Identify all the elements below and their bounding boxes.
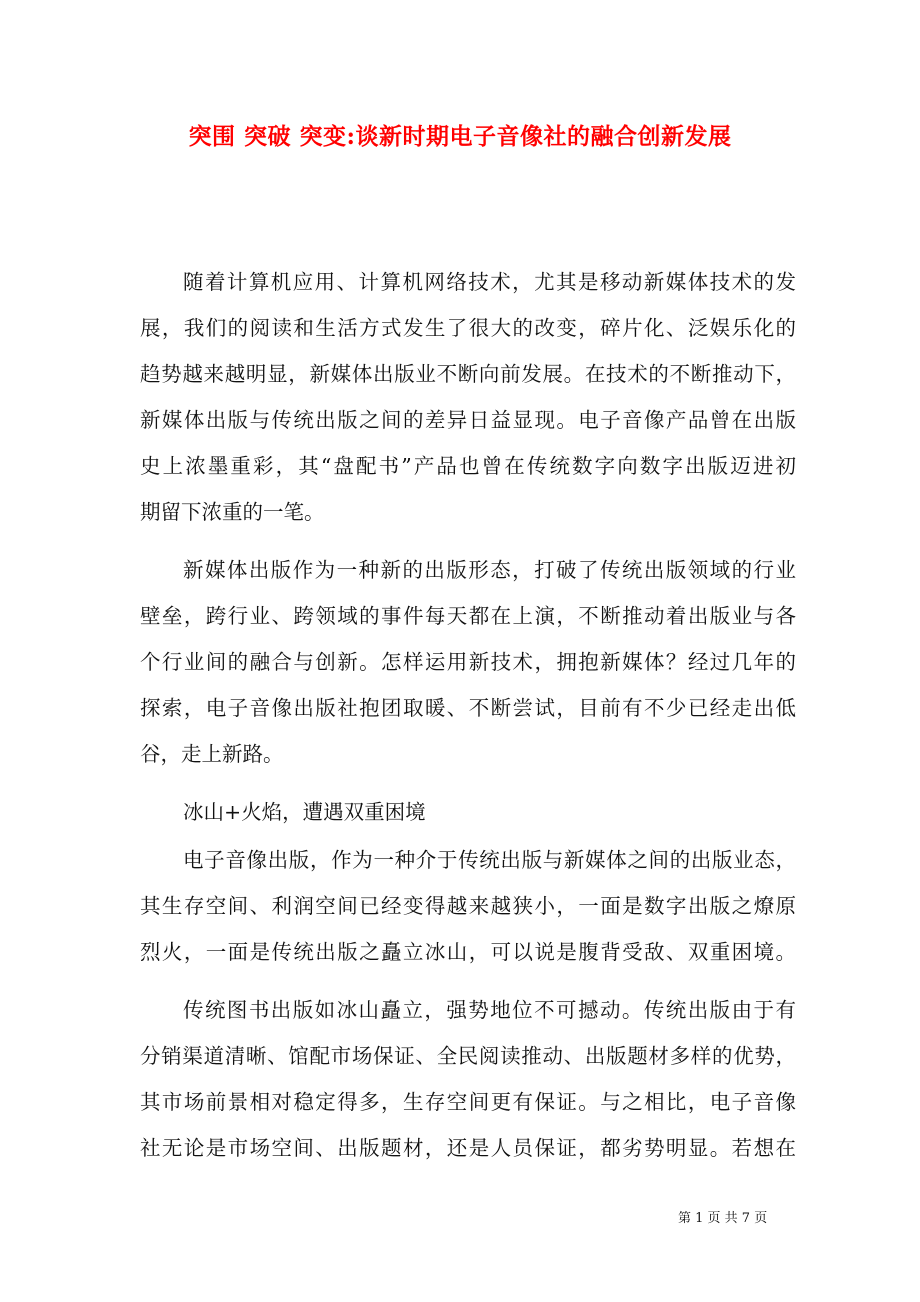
text-line: 冰山+火焰，遭遇双重困境 <box>183 800 426 824</box>
text-line: 随着计算机应用、计算机网络技术，尤其是移动新媒体技术的发 <box>183 270 796 294</box>
text-line: 展，我们的阅读和生活方式发生了很大的改变，碎片化、泛娱乐化的 <box>140 316 796 340</box>
text-line: 趋势越来越明显，新媒体出版业不断向前发展。在技术的不断推动下， <box>140 362 796 386</box>
page-number: 第 1 页 共 7 页 <box>678 1211 768 1226</box>
text-line: 个行业间的融合与创新。怎样运用新技术，拥抱新媒体？经过几年的 <box>140 650 796 674</box>
text-line: 其市场前景相对稳定得多，生存空间更有保证。与之相比，电子音像 <box>140 1090 796 1114</box>
text-line: 分销渠道清晰、馆配市场保证、全民阅读推动、出版题材多样的优势， <box>140 1044 796 1068</box>
text-line: 烈火，一面是传统出版之矗立冰山，可以说是腹背受敌、双重困境。 <box>140 940 796 964</box>
section-heading <box>140 789 796 835</box>
paragraph <box>140 837 796 975</box>
paragraph <box>140 259 796 535</box>
document-title: 突围 突破 突变:谈新时期电子音像社的融合创新发展 <box>188 123 732 150</box>
paragraph <box>140 987 796 1171</box>
text-line: 期留下浓重的一笔。 <box>140 500 325 524</box>
text-line: 新媒体出版作为一种新的出版形态，打破了传统出版领域的行业 <box>183 558 796 582</box>
text-line: 谷，走上新路。 <box>140 742 284 766</box>
paragraph <box>140 547 796 777</box>
text-line: 史上浓墨重彩，其“盘配书”产品也曾在传统数字向数字出版迈进初 <box>140 454 796 478</box>
text-line: 社无论是市场空间、出版题材，还是人员保证，都劣势明显。若想在 <box>140 1136 796 1160</box>
text-line: 传统图书出版如冰山矗立，强势地位不可撼动。传统出版由于有 <box>183 998 796 1022</box>
text-line: 其生存空间、利润空间已经变得越来越狭小，一面是数字出版之燎原 <box>140 894 796 918</box>
text-line: 探索，电子音像出版社抱团取暖、不断尝试，目前有不少已经走出低 <box>140 696 796 720</box>
text-line: 壁垒，跨行业、跨领域的事件每天都在上演，不断推动着出版业与各 <box>140 604 796 628</box>
text-line: 电子音像出版，作为一种介于传统出版与新媒体之间的出版业态， <box>183 848 796 872</box>
document-body <box>140 259 796 1183</box>
text-line: 新媒体出版与传统出版之间的差异日益显现。电子音像产品曾在出版 <box>140 408 796 432</box>
